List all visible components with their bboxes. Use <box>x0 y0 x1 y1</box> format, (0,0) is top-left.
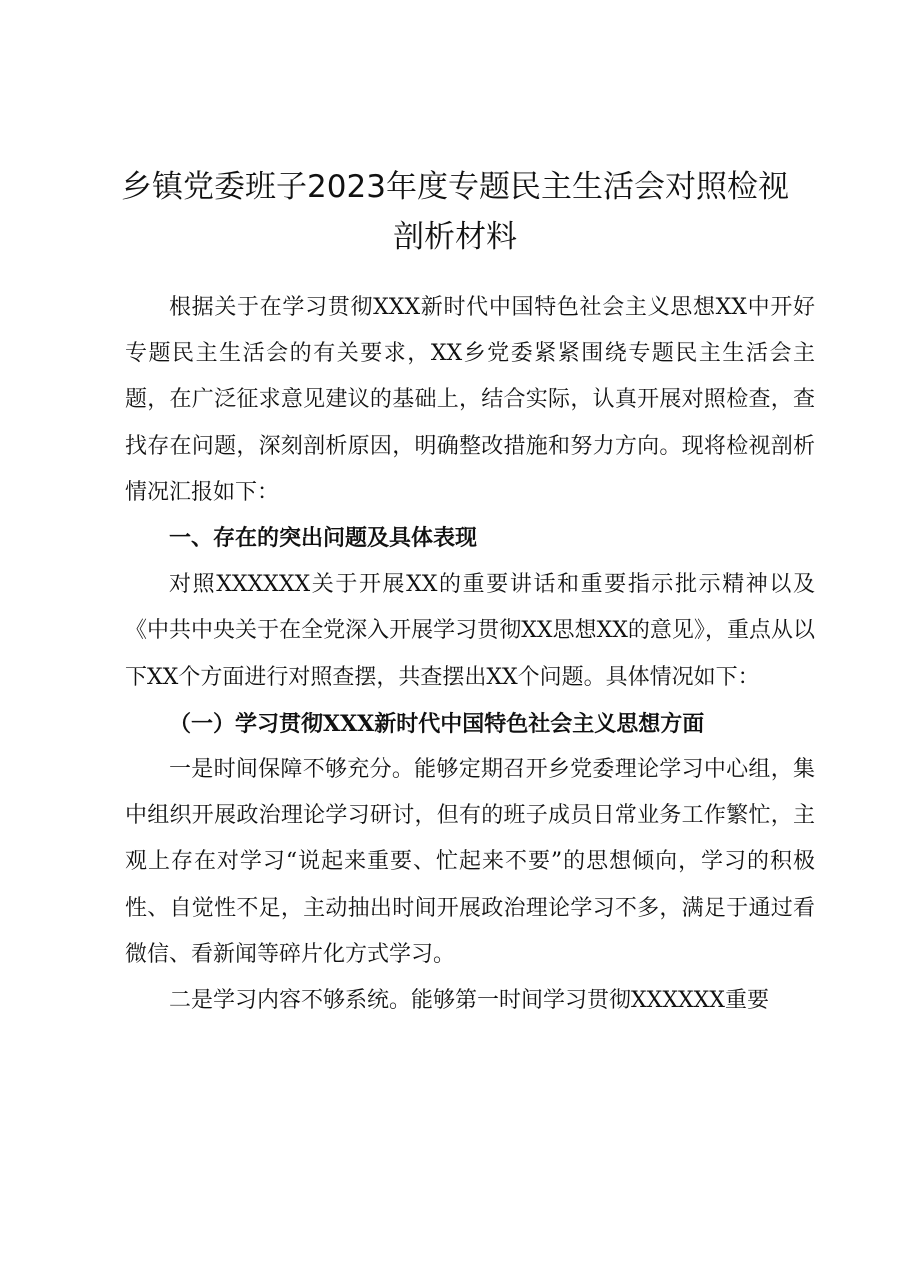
problem-paragraph-1: 一是时间保障不够充分。能够定期召开乡党委理论学习中心组，集中组织开展政治理论学习研讨，但有的班子成员日常业务工作繁忙，主观上存在对学习“说起来重要、忙起来不要”的思想倾向，学习的积极性、自觉性不足，主动抽出时间开展政治理论学习不多，满足于通过看微信、看新闻等碎片化方式学习。 <box>125 757 815 967</box>
document-title: 乡镇党委班子2023年度专题民主生活会对照检视剖析材料 <box>121 169 789 255</box>
problem-paragraph-2: 二是学习内容不够系统。能够第一时间学习贯彻XXXXXX重要 <box>169 988 769 1014</box>
subsection-heading: （一）学习贯彻XXX新时代中国特色社会主义思想方面 <box>169 710 705 737</box>
section-heading: 一、存在的突出问题及具体表现 <box>169 526 478 552</box>
section-intro-paragraph: 对照XXXXXX关于开展XX的重要讲话和重要指示批示精神以及《中共中央关于在全党深入开展学习贯彻XX思想XX的意见》，重点从以下XX个方面进行对照查摆，共查摆出XX个问题。具体情况如下： <box>125 572 815 690</box>
document-body <box>125 285 815 1024</box>
intro-paragraph: 根据关于在学习贯彻XXX新时代中国特色社会主义思想XX中开好专题民主生活会的有关要求，XX乡党委紧紧围绕专题民主生活会主题，在广泛征求意见建议的基础上，结合实际，认真开展对照检查，查找存在问题，深刻剖析原因，明确整改措施和努力方向。现将检视剖析情况汇报如下： <box>125 295 815 505</box>
